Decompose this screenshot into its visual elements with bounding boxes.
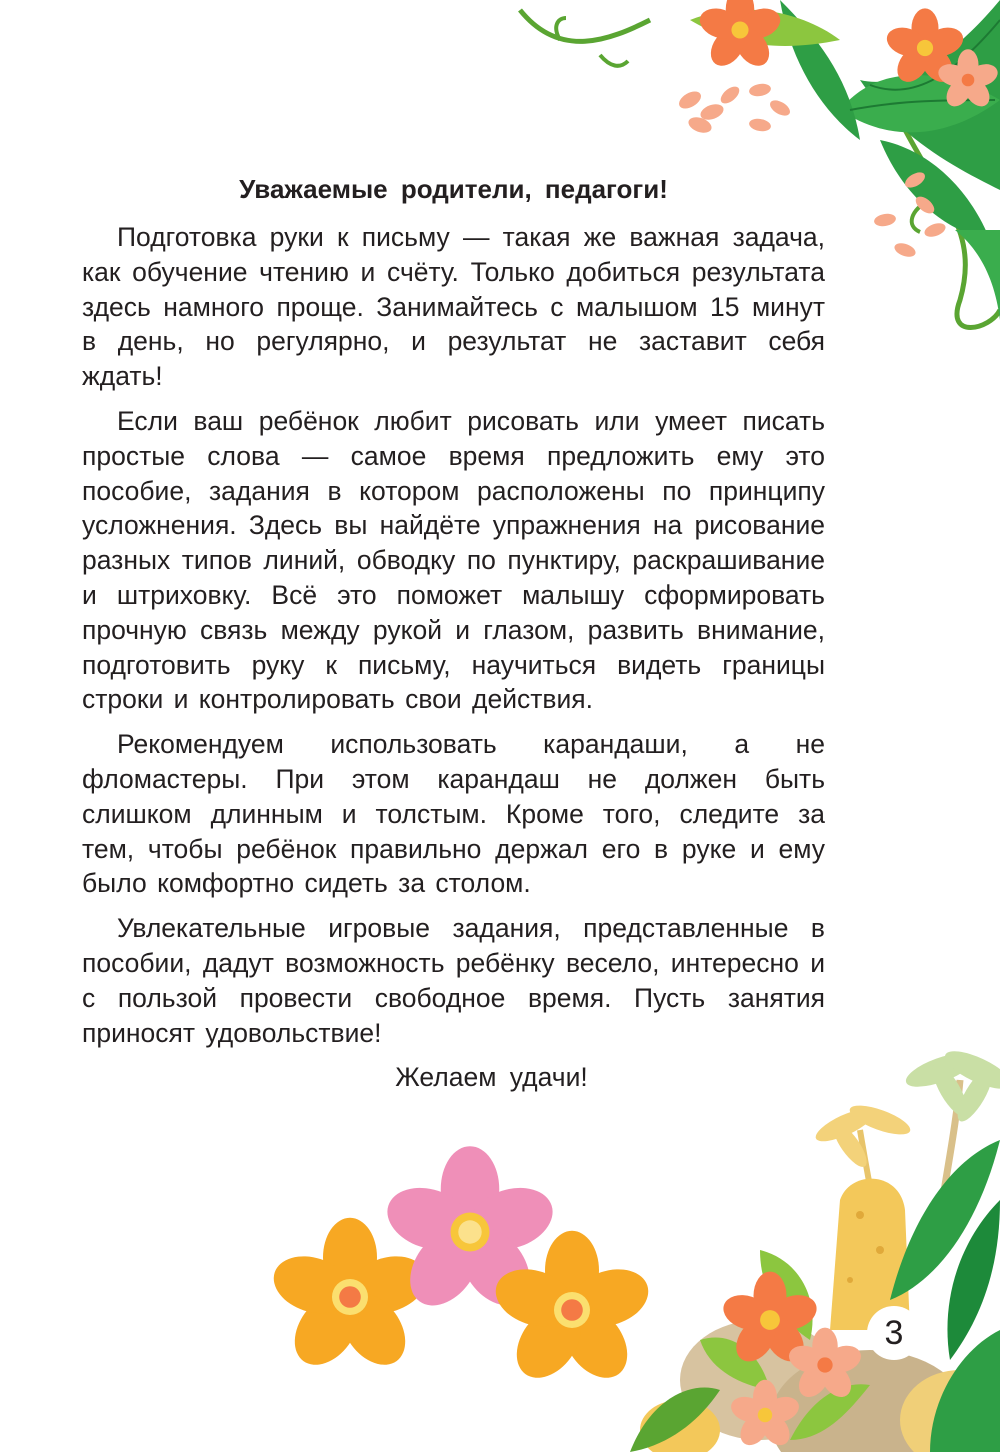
bottom-flowers bbox=[266, 1146, 655, 1390]
closing-wish: Желаем удачи! bbox=[395, 1062, 588, 1093]
page-number: 3 bbox=[867, 1306, 921, 1360]
paragraph-1: Подготовка руки к письму — такая же важная задача, как обучение чтению и счёту. Только добиться результата здесь намного проще. Занимайтесь с малышом 15 минут в день, но регулярно, и результат не заставит себя ждать! bbox=[82, 222, 825, 392]
paragraph-3: Рекомендуем использовать карандаши, а не фломастеры. При этом карандаш не должен быть слишком длинным и толстым. Кроме того, следите за тем, чтобы ребёнок правильно держал его в руке и ему было комфортно сидеть за столом. bbox=[82, 729, 825, 899]
page-title: Уважаемые родители, педагоги! bbox=[239, 174, 668, 204]
paragraph-2: Если ваш ребёнок любит рисовать или умеет писать простые слова — самое время предложить ему это пособие, задания в котором расположены по принципу усложнения. Здесь вы найдёте упражнения на рисование разных типов линий, обводку по пунктиру, раскрашивание и штриховку. Всё это поможет малышу сформировать прочную связь между рукой и глазом, развить внимание, подготовить руку к письму, научиться видеть границы строки и контролировать свои действия. bbox=[82, 405, 825, 715]
bottom-right-jungle bbox=[630, 1044, 1000, 1452]
paragraph-4: Увлекательные игровые задания, представленные в пособии, дадут возможность ребёнку весело, интересно и с пользой провести свободное время. Пусть занятия приносят удовольствие! bbox=[82, 913, 825, 1048]
letter-text bbox=[82, 168, 825, 1095]
